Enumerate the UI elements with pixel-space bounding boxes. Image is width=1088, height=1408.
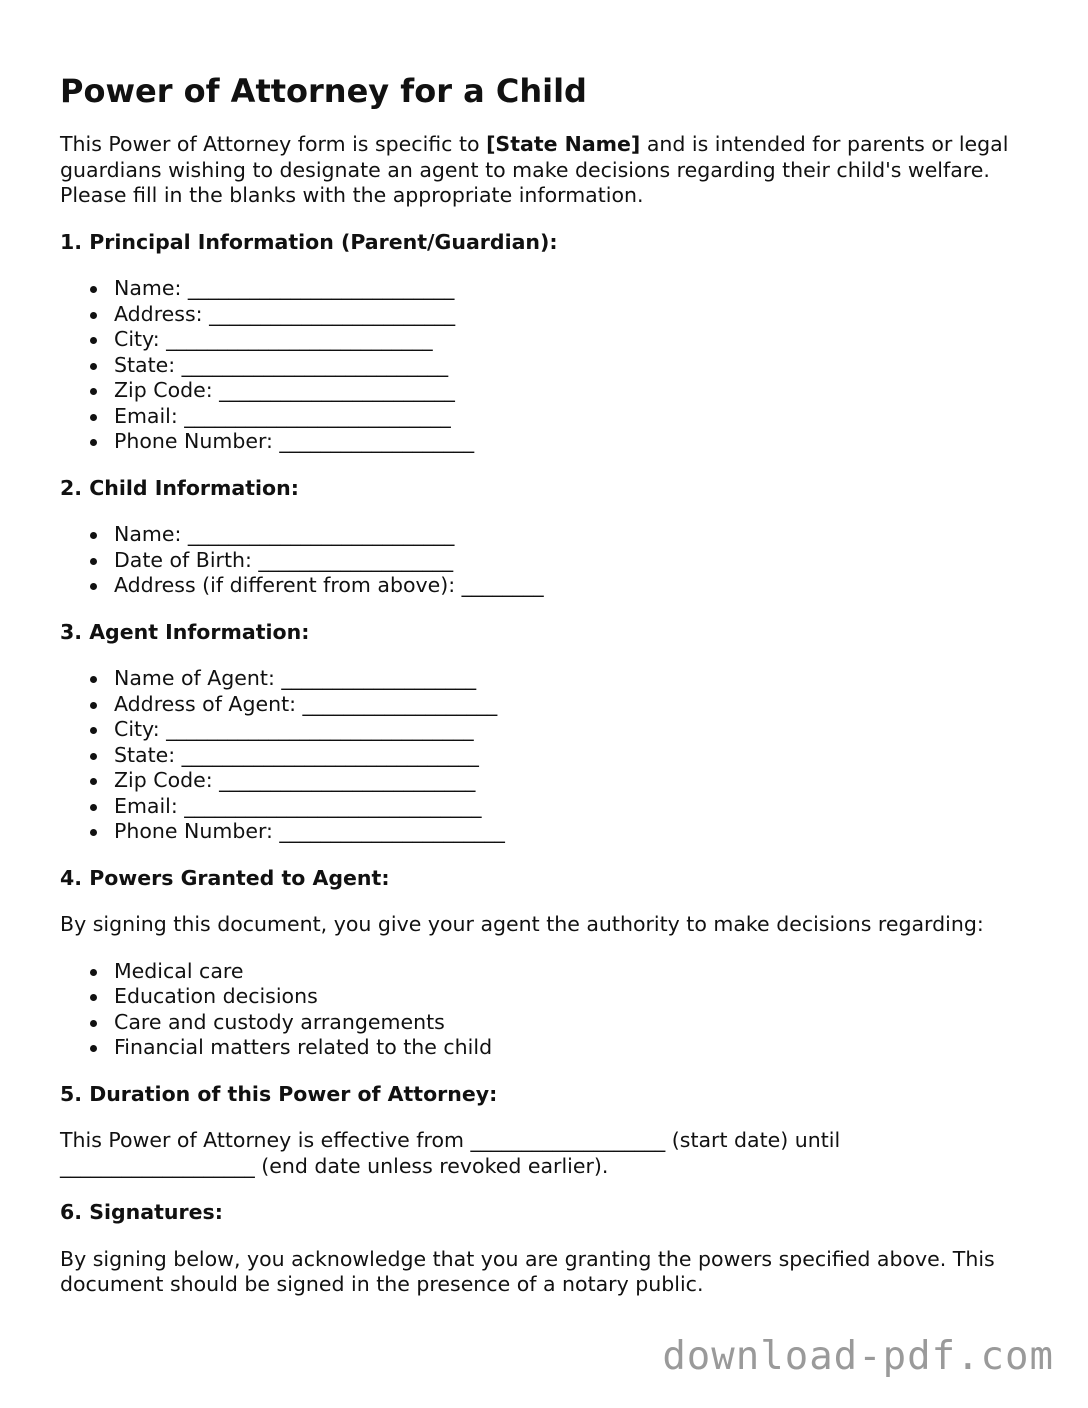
list-item: Name: __________________________ <box>114 276 1040 302</box>
list-item: Address (if different from above): ________ <box>114 573 1040 599</box>
document-title: Power of Attorney for a Child <box>60 72 587 110</box>
list-item: Email: __________________________ <box>114 404 1040 430</box>
section-5-heading: 5. Duration of this Power of Attorney: <box>60 1081 498 1106</box>
powers-intro-text: By signing this document, you give your agent the authority to make decisions regarding: <box>60 912 984 937</box>
list-item: Name of Agent: ___________________ <box>114 666 1040 692</box>
list-item: City: ______________________________ <box>114 717 1040 743</box>
section-4-heading: 4. Powers Granted to Agent: <box>60 865 390 890</box>
list-item: Address of Agent: ___________________ <box>114 692 1040 718</box>
list-item: Name: __________________________ <box>114 522 1040 548</box>
child-info-list <box>60 522 1040 599</box>
list-item: Zip Code: _________________________ <box>114 768 1040 794</box>
intro-paragraph <box>60 132 1040 209</box>
agent-info-list <box>60 666 1040 845</box>
list-item: Phone Number: ______________________ <box>114 819 1040 845</box>
list-item: Phone Number: ___________________ <box>114 429 1040 455</box>
section-2-heading: 2. Child Information: <box>60 475 299 500</box>
intro-text-before: This Power of Attorney form is specific to <box>60 132 487 157</box>
list-item: Zip Code: _______________________ <box>114 378 1040 404</box>
list-item: Email: _____________________________ <box>114 794 1040 820</box>
section-6-heading: 6. Signatures: <box>60 1200 223 1225</box>
list-item: Date of Birth: ___________________ <box>114 548 1040 574</box>
section-1-heading: 1. Principal Information (Parent/Guardian): <box>60 229 558 254</box>
principal-info-list <box>60 276 1040 455</box>
list-item: State: __________________________ <box>114 353 1040 379</box>
list-item: Education decisions <box>114 984 1040 1010</box>
intro-state-name: [State Name] <box>486 132 641 157</box>
list-item: State: _____________________________ <box>114 743 1040 769</box>
document-page <box>60 72 1040 1319</box>
intro-text-after: and is intended for parents or legal guardians wishing to designate an agent to make decisions regarding their child's welfare. Please fill in the blanks with the appropriate information. <box>60 132 1009 208</box>
list-item: City: __________________________ <box>114 327 1040 353</box>
watermark: download-pdf.com <box>662 1334 1054 1379</box>
list-item: Care and custody arrangements <box>114 1010 1040 1036</box>
list-item: Address: ________________________ <box>114 302 1040 328</box>
signatures-text: By signing below, you acknowledge that you are granting the powers specified above. This document should be signed in the presence of a notary public. <box>60 1246 995 1297</box>
list-item: Financial matters related to the child <box>114 1035 1040 1061</box>
list-item: Medical care <box>114 959 1040 985</box>
powers-list <box>60 959 1040 1061</box>
section-3-heading: 3. Agent Information: <box>60 619 310 644</box>
duration-text: This Power of Attorney is effective from ___________________ (start date) until ___________________ (end date unless revoked earlier). <box>60 1128 841 1178</box>
